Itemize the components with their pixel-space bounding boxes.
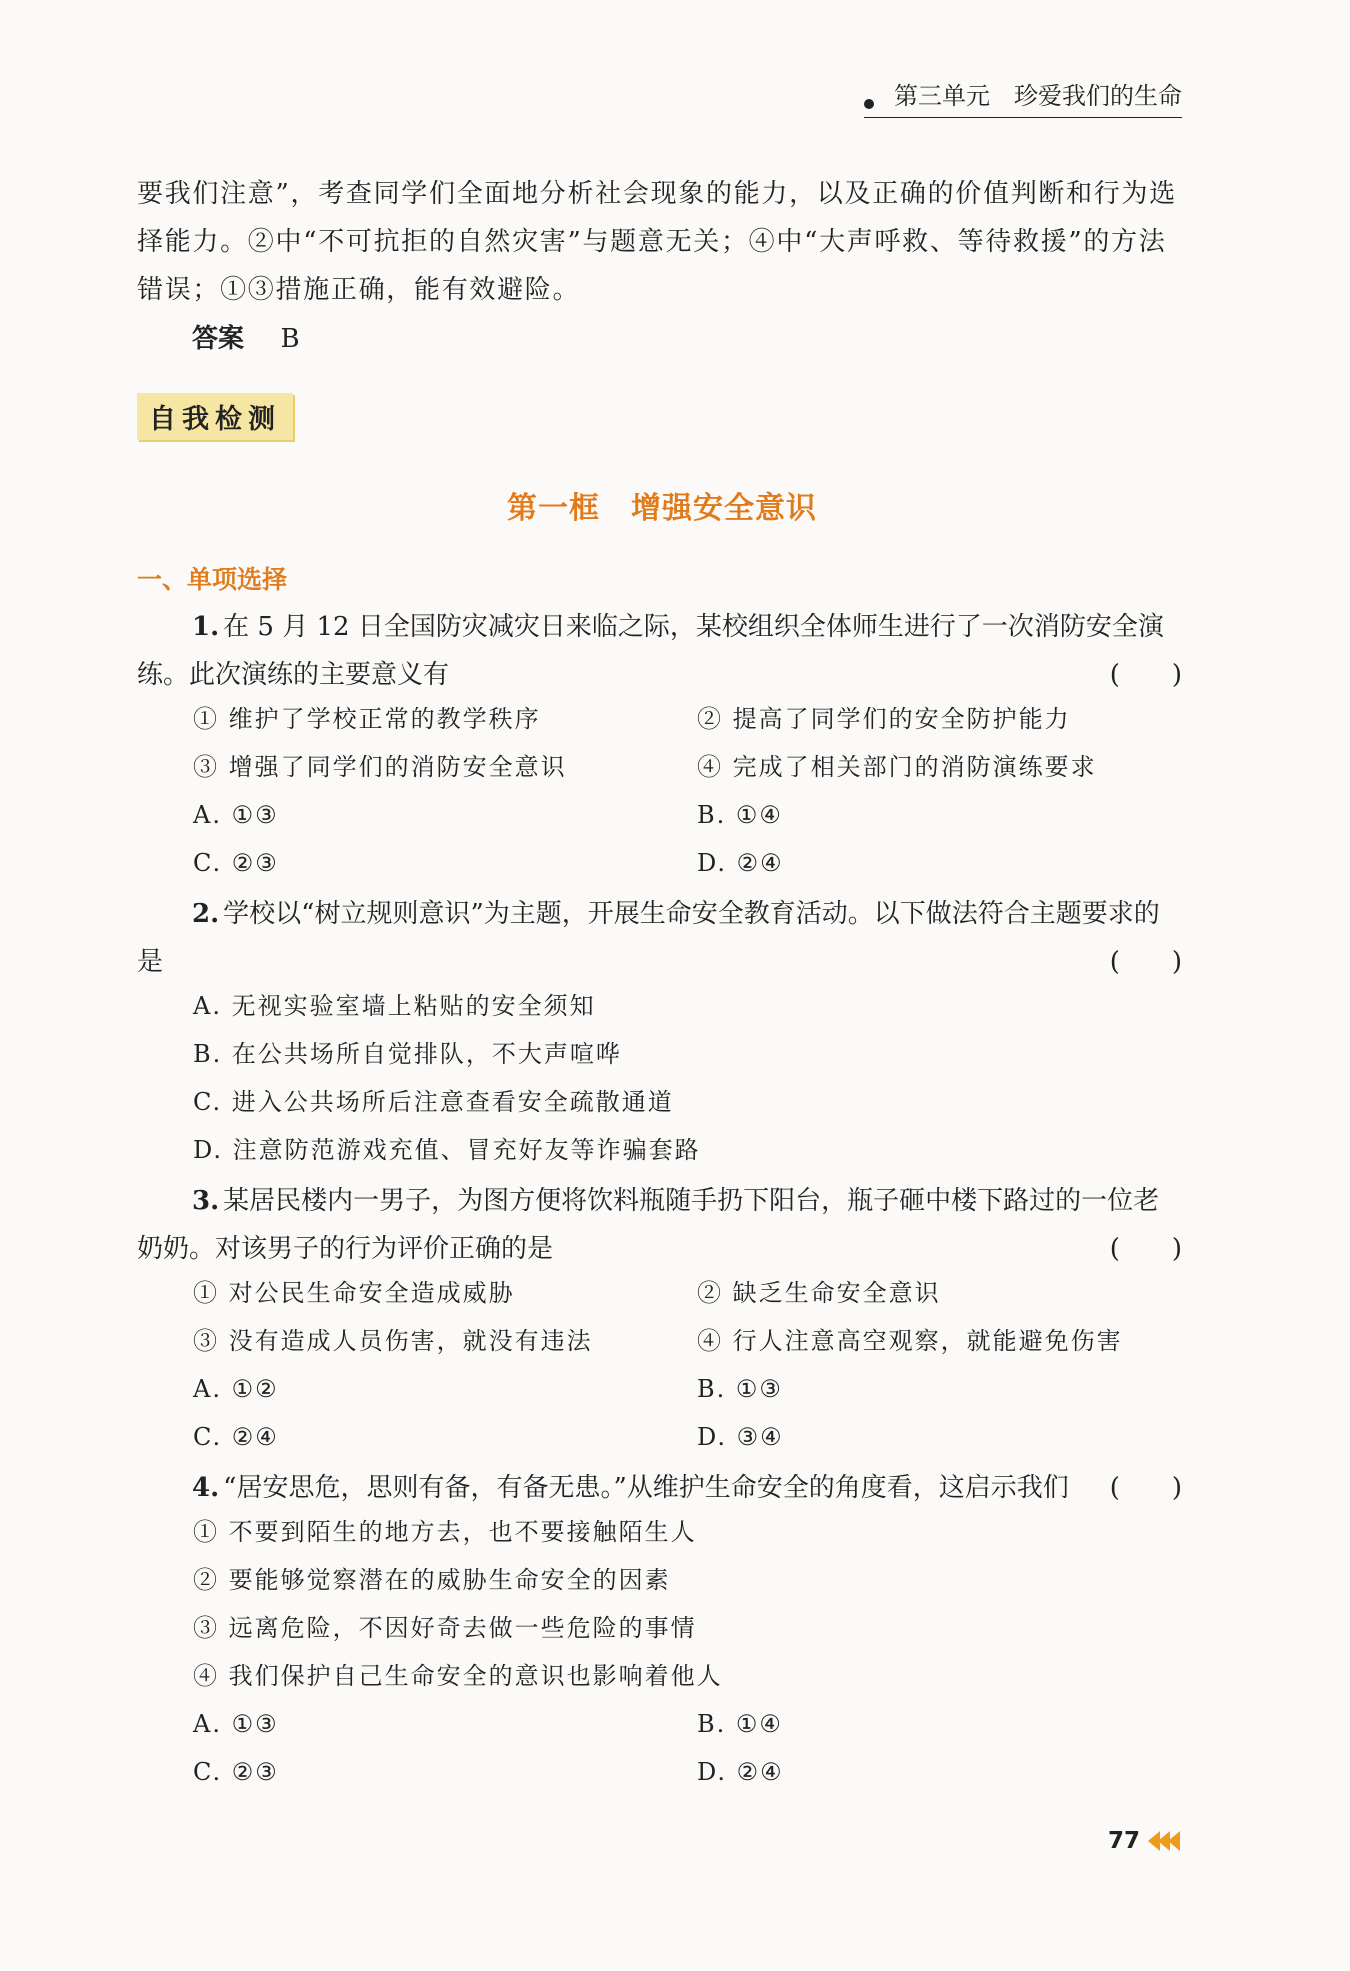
question-number: 3. — [192, 1186, 220, 1216]
bullet-dot-icon — [864, 99, 874, 109]
question-text: 学校以“树立规则意识”为主题，开展生命安全教育活动。以下做法符合主题要求的是 — [137, 899, 1160, 977]
chevron-left-double-icon — [1150, 1831, 1180, 1851]
choice-a[interactable]: A. ①③ — [193, 801, 279, 829]
choice-d[interactable]: D. ②④ — [697, 1758, 784, 1786]
choice-d[interactable]: D. ②④ — [697, 849, 784, 877]
choice-b[interactable]: B. ①④ — [697, 801, 783, 829]
statement-item: ① 维护了学校正常的教学秩序 — [193, 705, 541, 733]
question-text: 在 5 月 12 日全国防灾减灾日来临之际，某校组织全体师生进行了一次消防安全演练。此次演练的主要意义有 — [137, 612, 1164, 690]
statement-item: ② 提高了同学们的安全防护能力 — [697, 705, 1071, 733]
answer-blank: ( ) — [1109, 660, 1182, 690]
statement-item: ③ 没有造成人员伤害，就没有违法 — [193, 1327, 593, 1355]
choice-a[interactable]: A. ①② — [193, 1375, 279, 1403]
choice-d[interactable]: D. ③④ — [697, 1423, 784, 1451]
running-header — [864, 76, 1182, 118]
answer-blank: ( ) — [1109, 1234, 1182, 1264]
answer-blank: ( ) — [1109, 947, 1182, 977]
choice-c[interactable]: C. ②③ — [193, 849, 279, 877]
choice-b[interactable]: B. ①④ — [697, 1710, 783, 1738]
intro-paragraph: 要我们注意”，考查同学们全面地分析社会现象的能力，以及正确的价值判断和行为选择能力。②中“不可抗拒的自然灾害”与题意无关；④中“大声呼救、等待救援”的方法错误；①③措施正确，能有效避险。 — [137, 179, 1177, 305]
statement-item: ② 要能够觉察潜在的威胁生命安全的因素 — [193, 1566, 671, 1594]
statement-item: ① 对公民生命安全造成威胁 — [193, 1279, 515, 1307]
choice-c[interactable]: C. 进入公共场所后注意查看安全疏散通道 — [193, 1088, 674, 1116]
choice-b[interactable]: B. ①③ — [697, 1375, 783, 1403]
question-3 — [137, 1177, 1182, 1273]
statement-item: ④ 完成了相关部门的消防演练要求 — [697, 753, 1097, 781]
answer-label: 答案 — [192, 324, 245, 354]
statement-item: ④ 我们保护自己生命安全的意识也影响着他人 — [193, 1662, 723, 1690]
question-4 — [137, 1464, 1182, 1512]
question-1 — [137, 603, 1182, 699]
section-subhead: 一、单项选择 — [137, 565, 288, 594]
statement-item: ② 缺乏生命安全意识 — [697, 1279, 941, 1307]
statement-item: ① 不要到陌生的地方去，也不要接触陌生人 — [193, 1518, 697, 1546]
answer-blank: ( ) — [1109, 1473, 1182, 1503]
question-number: 2. — [192, 899, 220, 929]
question-number: 1. — [192, 612, 220, 642]
statement-item: ③ 远离危险，不因好奇去做一些危险的事情 — [193, 1614, 697, 1642]
header-title: 珍爱我们的生命 — [1014, 82, 1182, 110]
question-2 — [137, 890, 1182, 986]
choice-d[interactable]: D. 注意防范游戏充值、冒充好友等诈骗套路 — [193, 1136, 701, 1164]
section-title: 第一框 增强安全意识 — [507, 491, 817, 526]
statement-item: ③ 增强了同学们的消防安全意识 — [193, 753, 567, 781]
statement-item: ④ 行人注意高空观察，就能避免伤害 — [697, 1327, 1123, 1355]
choice-c[interactable]: C. ②③ — [193, 1758, 279, 1786]
choice-a[interactable]: A. ①③ — [193, 1710, 279, 1738]
choice-c[interactable]: C. ②④ — [193, 1423, 279, 1451]
choice-a[interactable]: A. 无视实验室墙上粘贴的安全须知 — [193, 992, 596, 1020]
answer-value: B — [280, 324, 300, 354]
page-number: 77 — [1108, 1828, 1141, 1854]
question-text: “居安思危，思则有备，有备无患。”从维护生命安全的角度看，这启示我们 — [223, 1473, 1069, 1503]
header-unit: 第三单元 — [894, 82, 990, 110]
choice-b[interactable]: B. 在公共场所自觉排队，不大声喧哗 — [193, 1040, 622, 1068]
page-footer — [1108, 1828, 1180, 1854]
self-check-tag: 自我检测 — [137, 393, 293, 440]
question-number: 4. — [192, 1473, 220, 1503]
answer-line — [192, 322, 300, 356]
question-text: 某居民楼内一男子，为图方便将饮料瓶随手扔下阳台，瓶子砸中楼下路过的一位老奶奶。对该男子的行为评价正确的是 — [137, 1186, 1160, 1264]
